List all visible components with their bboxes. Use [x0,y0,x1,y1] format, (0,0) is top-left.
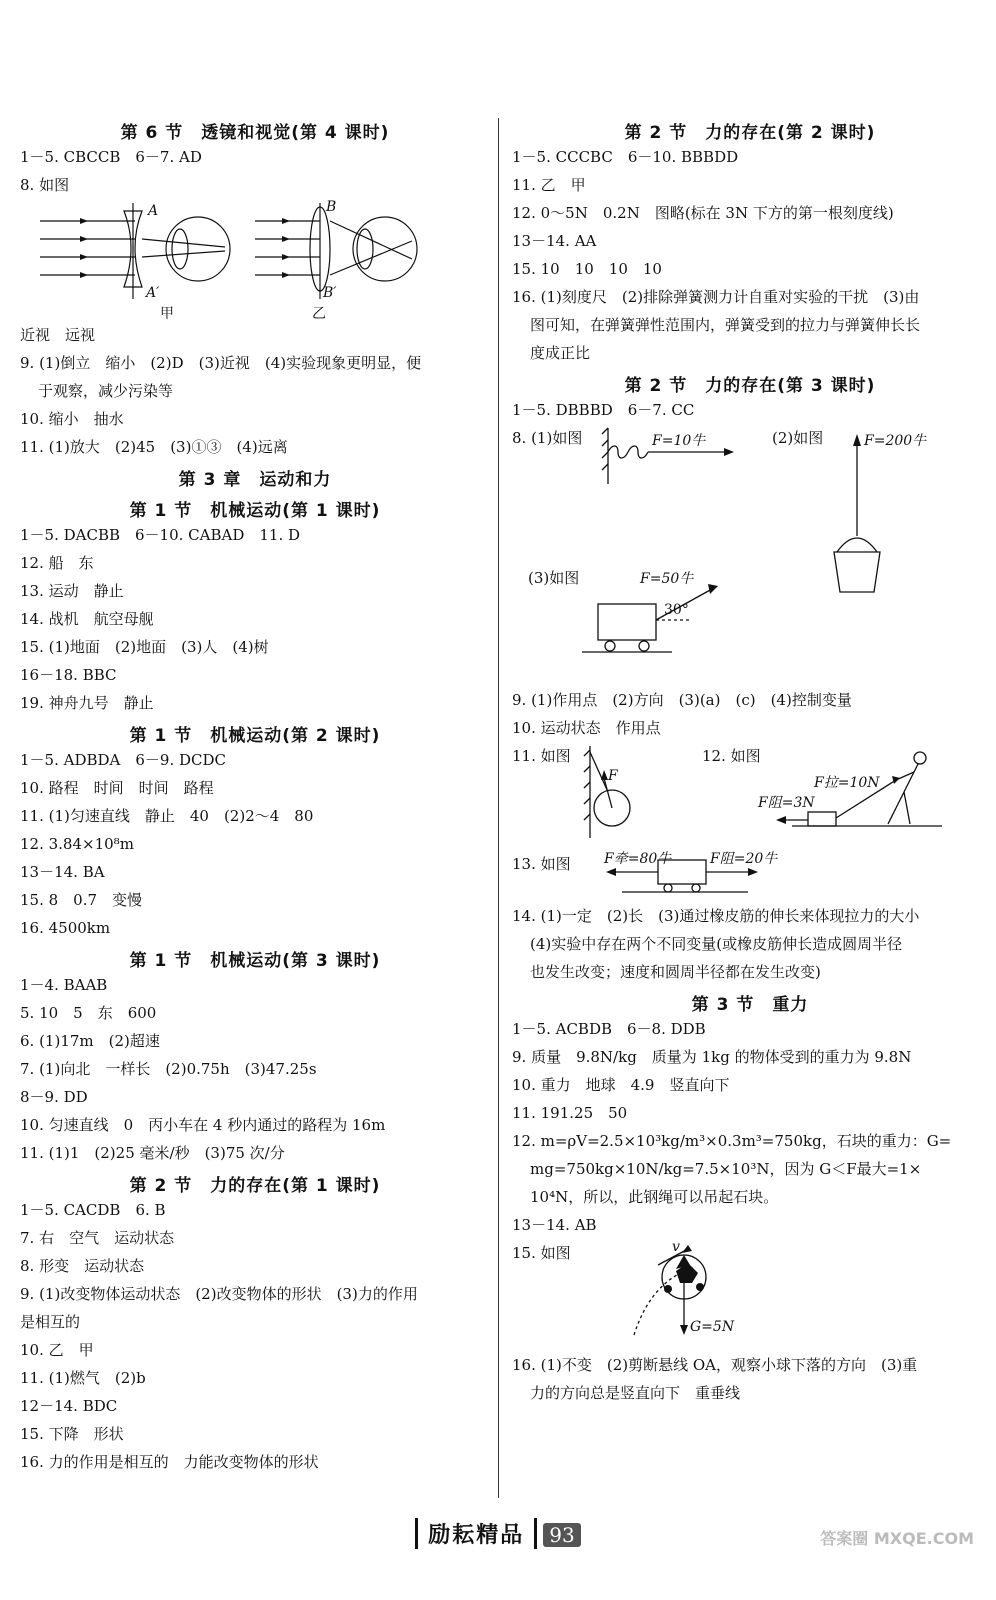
q8-part3-label: (3)如图 [528,569,580,587]
answer-list [512,143,988,283]
answer-line: mg=750kg×10N/kg=7.5×10³N，因为 G＜F最大=1× [530,1160,922,1178]
label-a-prime: A′ [146,285,160,301]
section-title: 第 1 节 机械运动(第 1 课时) [129,501,381,521]
answer-line: 10. 缩小 抽水 [20,410,124,428]
q12-label: 12. 如图 [702,747,761,765]
answer-line: 9. (1)作用点 (2)方向 (3)(a) (c) (4)控制变量 [512,691,852,709]
column-divider [498,118,499,1498]
answer-line: 于观察，减少污染等 [38,382,174,400]
brand-logo-text: 励耘精品 [415,1518,537,1549]
answer-line: 7. 右 空气 运动状态 [20,1229,175,1247]
section-title: 第 1 节 机械运动(第 3 课时) [129,951,381,971]
answer-line: 12. 船 东 [20,554,94,572]
answer-line: 14. 战机 航空母舰 [20,610,154,628]
force-figures-8 [512,424,988,686]
answer-line: 1－5. CACDB 6. B [20,1201,166,1219]
ball-figure [512,1239,988,1351]
velocity-label: v [672,1239,680,1255]
answer-line: 10. 重力 地球 4.9 竖直向下 [512,1076,730,1094]
section-title: 第 3 节 重力 [691,995,809,1015]
traction-force-label: F牵=80牛 [604,851,672,867]
resistance-force-label: F阻=20牛 [710,851,778,867]
answer-line: 度成正比 [530,344,591,362]
answer-line: 8. 如图 [20,176,70,194]
answer-line: 15. 下降 形状 [20,1425,124,1443]
answer-line: 11. 乙 甲 [512,176,586,194]
answer-line: 9. (1)改变物体运动状态 (2)改变物体的形状 (3)力的作用 [20,1285,418,1303]
caption-jia: 甲 [160,306,174,322]
answer-line: 是相互的 [20,1313,81,1331]
section-title: 第 2 节 力的存在(第 2 课时) [624,123,876,143]
q8-part1-label: 8. (1)如图 [512,429,583,447]
q11-label: 11. 如图 [512,747,571,765]
force-label-10n: F=10牛 [652,433,706,449]
lens-figure [20,199,490,321]
ball-diagram [512,1239,988,1351]
answer-line: 13－14. BA [20,863,105,881]
lens-diagram [20,199,490,321]
answer-line: 16. 4500km [20,919,111,937]
gravity-label: G=5N [690,1319,735,1335]
answer-line: 1－5. ACBDB 6－8. DDB [512,1020,706,1038]
page-number: 93 [543,1523,580,1547]
answer-line: 11. (1)燃气 (2)b [20,1369,146,1387]
q13-label: 13. 如图 [512,855,571,873]
caption-yi: 乙 [312,306,326,322]
answer-line: 5. 10 5 东 600 [20,1004,157,1022]
answer-line: 1－5. CBCCB 6－7. AD [20,148,202,166]
section-title: 第 2 节 力的存在(第 1 课时) [129,1176,381,1196]
answer-line: 12. 0～5N 0.2N 图略(标在 3N 下方的第一根刻度线) [512,204,894,222]
answer-line: 8－9. DD [20,1088,88,1106]
answer-line: 16. 力的作用是相互的 力能改变物体的形状 [20,1453,319,1471]
answer-line: 6. (1)17m (2)超速 [20,1032,160,1050]
answer-line: 19. 神舟九号 静止 [20,694,154,712]
force-figure-13 [512,846,988,902]
angle-label: 30° [664,602,689,618]
answer-line: 13－14. AA [512,232,597,250]
right-column [512,118,988,1407]
answer-line: 7. (1)向北 一样长 (2)0.75h (3)47.25s [20,1060,317,1078]
answer-line: 16. (1)刻度尺 (2)排除弹簧测力计自重对实验的干扰 (3)由 [512,288,920,306]
answer-line: 11. (1)1 (2)25 毫米/秒 (3)75 次/分 [20,1144,285,1162]
section-title: 第 2 节 力的存在(第 3 课时) [624,376,876,396]
answer-line: 1－4. BAAB [20,976,108,994]
answer-line: 13－14. AB [512,1216,597,1234]
answer-line: 13. 运动 静止 [20,582,124,600]
answer-line: 12－14. BDC [20,1397,118,1415]
answer-line: 15. 8 0.7 变慢 [20,891,143,909]
answer-line: 力的方向总是竖直向下 重垂线 [530,1384,741,1402]
left-column [20,118,490,1476]
answer-line: (4)实验中存在两个不同变量(或橡皮筋伸长造成圆周半径 [530,935,903,953]
label-b-prime: B′ [323,285,337,301]
answer-line: 15. 10 10 10 10 [512,260,662,278]
friction-force-label: F阻=3N [758,795,815,811]
answer-line: 1－5. ADBDA 6－9. DCDC [20,751,226,769]
answer-line: 1－5. DACBB 6－10. CABAD 11. D [20,526,301,544]
answer-line: 16－18. BBC [20,666,117,684]
answer-list [20,1196,490,1476]
chapter-title: 第 3 章 运动和力 [178,470,332,490]
answer-line: 16. (1)不变 (2)剪断悬线 OA，观察小球下落的方向 (3)重 [512,1356,918,1374]
force-label-50n: F=50牛 [640,571,694,587]
answer-line: 10. 路程 时间 时间 路程 [20,779,214,797]
answer-line: 9. 质量 9.8N/kg 质量为 1kg 的物体受到的重力为 9.8N [512,1048,912,1066]
watermark: 答案圈 MXQE.COM [820,1529,974,1548]
answer-line: 12. 3.84×10⁸m [20,835,134,853]
answer-line: 图可知，在弹簧弹性范围内，弹簧受到的拉力与弹簧伸长长 [530,316,921,334]
answer-line: 9. (1)倒立 缩小 (2)D (3)近视 (4)实验现象更明显，便 [20,354,422,372]
answer-line: 近视 远视 [20,326,96,344]
answer-line: 14. (1)一定 (2)长 (3)通过橡皮筋的伸长来体现拉力的大小 [512,907,920,925]
answer-list [20,746,490,942]
answer-line: 12. m=ρV=2.5×10³kg/m³×0.3m³=750kg，石块的重力：G= [512,1132,952,1150]
answer-line: 11. (1)放大 (2)45 (3)①③ (4)远离 [20,438,288,456]
answer-line: 也发生改变；速度和圆周半径都在发生改变) [530,963,821,981]
answer-line: 15. (1)地面 (2)地面 (3)人 (4)树 [20,638,269,656]
answer-line: 10. 匀速直线 0 丙小车在 4 秒内通过的路程为 16m [20,1116,386,1134]
answer-list [20,971,490,1167]
answer-line: 8. 形变 运动状态 [20,1257,145,1275]
answer-line: 11. 191.25 50 [512,1104,628,1122]
pull-force-label: F拉=10N [814,775,880,791]
answer-list [20,521,490,717]
force-label-200n: F=200牛 [864,433,927,449]
force-f-label: F [608,768,618,784]
answer-line: 10. 运动状态 作用点 [512,719,661,737]
label-b: B [326,199,337,215]
answer-list [512,1015,988,1127]
q15-label: 15. 如图 [512,1244,571,1262]
force-figures-11-12 [512,742,988,846]
force-diagram-8 [512,424,988,686]
q8-part2-label: (2)如图 [772,429,824,447]
answer-line: 1－5. CCCBC 6－10. BBBDD [512,148,739,166]
answer-line: 10. 乙 甲 [20,1341,94,1359]
answer-line: 10⁴N，所以，此钢绳可以吊起石块。 [530,1188,779,1206]
label-a: A [148,203,159,219]
section-title: 第 6 节 透镜和视觉(第 4 课时) [120,123,390,143]
answer-line: 11. (1)匀速直线 静止 40 (2)2～4 80 [20,807,314,825]
answer-line: 1－5. DBBBD 6－7. CC [512,401,695,419]
section-title: 第 1 节 机械运动(第 2 课时) [129,726,381,746]
